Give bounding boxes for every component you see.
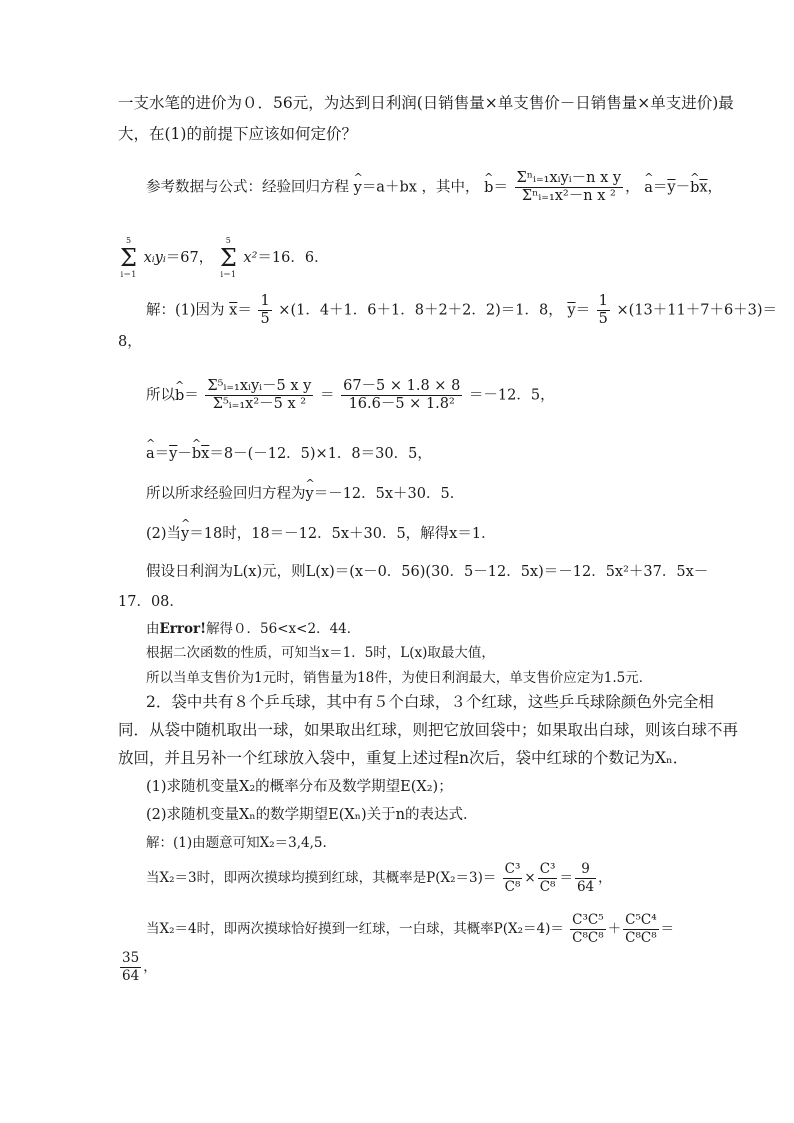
text: ＝ xyxy=(660,921,675,937)
y-bar: $\overline{y}$ xyxy=(667,179,676,196)
numerator: 1 xyxy=(598,293,608,309)
numerator: Σ⁵ᵢ₌₁xᵢyᵢ－5 x y xyxy=(207,378,312,394)
text: ＝ xyxy=(493,179,508,196)
x-bar: $\overline{x}$ xyxy=(699,179,708,196)
text-line: (1)求随机变量X₂的概率分布及数学期望E(X₂)； xyxy=(146,779,453,795)
b-hat: ^ b xyxy=(484,178,493,198)
denominator: 64 xyxy=(122,968,140,984)
fraction xyxy=(515,170,624,205)
numerator: 67－5 × 1.8 × 8 xyxy=(343,378,461,394)
denominator: 64 xyxy=(576,879,595,895)
denominator: C⁸ xyxy=(539,879,556,895)
text: － xyxy=(675,179,691,196)
a-hat: ^ a xyxy=(146,444,155,464)
text: ，其中， xyxy=(421,179,480,196)
text: ， xyxy=(598,870,612,886)
text: － xyxy=(177,446,192,462)
text: i＝1 xyxy=(220,270,237,279)
formula-line xyxy=(146,484,464,504)
x-bar: $\overline{x}$ xyxy=(229,302,238,319)
numerator: Σⁿᵢ₌₁xᵢyᵢ－n x y xyxy=(516,170,622,186)
fraction xyxy=(258,293,271,328)
text: ＝ xyxy=(319,387,335,404)
text-line: 所以当单支售价为1元时，销售量为18件，为使日利润最大，单支售价应定为1.5元． xyxy=(146,670,653,686)
formula-line xyxy=(118,236,329,280)
denominator: C⁸C⁸ xyxy=(572,930,604,946)
formula-line xyxy=(146,912,674,947)
denominator: 5 xyxy=(598,311,608,327)
text: 由 xyxy=(146,621,160,637)
text-line: 大，在(1)的前提下应该如何定价？ xyxy=(118,125,357,143)
fraction xyxy=(623,912,658,947)
text: (2)当 xyxy=(146,526,182,542)
fraction xyxy=(597,293,610,328)
denominator: C⁸ xyxy=(504,879,521,895)
numerator: 1 xyxy=(260,293,270,309)
text-line: 8， xyxy=(118,334,142,350)
sum-symbol: 5 Σ i＝1 xyxy=(120,236,137,279)
text: ＝ xyxy=(559,870,573,886)
fraction xyxy=(120,950,141,985)
text: ＝ xyxy=(237,302,252,319)
denominator: 16.6－5 × 1.8² xyxy=(341,395,462,413)
text-line: 解：(1)由题意可知X₂＝3,4,5. xyxy=(146,835,327,851)
x-bar: $\overline{x}$ xyxy=(201,446,210,462)
y-bar: $\overline{y}$ xyxy=(169,446,178,462)
formula-line xyxy=(146,378,555,413)
b-hat: ^ b xyxy=(690,178,699,198)
text: 5 xyxy=(125,236,132,245)
text: 参考数据与公式：经验回归方程 xyxy=(146,179,349,196)
formula-line xyxy=(146,293,777,328)
denominator: 5 xyxy=(260,311,270,327)
text-line: 根据二次函数的性质，可知当x＝1．5时，L(x)取最大值， xyxy=(146,645,495,661)
sum-symbol: 5 Σ i＝1 xyxy=(219,236,237,279)
fraction xyxy=(503,861,523,896)
a-hat: ^ a xyxy=(644,178,653,198)
numerator: C³ xyxy=(504,861,521,877)
text: 解：(1)因为 xyxy=(146,302,225,319)
text: ＝－12．5， xyxy=(468,387,555,404)
text: ×(1．4＋1．6＋1．8＋2＋2．2)＝1．8， xyxy=(278,302,563,319)
denominator: Σⁿᵢ₌₁x²－n x ² xyxy=(515,187,624,205)
text-line: 放回，并且另补一个红球放入袋中，重复上述过程n次后，袋中红球的个数记为Xₙ． xyxy=(118,749,689,767)
text: x² xyxy=(243,250,258,266)
y-hat: ^ y xyxy=(181,524,189,544)
b-hat: ^ b xyxy=(192,444,201,464)
text-line: 2．袋中共有８个乒乓球，其中有５个白球，３个红球，这些乒乓球除颜色外完全相 xyxy=(146,693,714,711)
text-line: 一支水笔的进价为０．56元，为达到日利润(日销售量×单支售价－日销售量×单支进价)最 xyxy=(118,94,734,112)
fraction xyxy=(538,861,558,896)
text: 所以所求经验回归方程为 xyxy=(146,486,306,502)
text-line: 假设日利润为L(x)元，则L(x)＝(x－0．56)(30．5－12．5x)＝－12．5x²＋37．5x－ xyxy=(146,564,709,580)
text-line: 同．从袋中随机取出一球，如果取出红球，则把它放回袋中；如果取出白球，则该白球不再 xyxy=(118,721,739,739)
formula-line xyxy=(146,170,722,205)
text: ＝ xyxy=(184,387,199,404)
numerator: 9 xyxy=(581,861,590,877)
text: ， xyxy=(143,959,157,975)
formula-line xyxy=(118,950,157,985)
fraction xyxy=(575,861,596,896)
text: 解得０．56<x<2．44． xyxy=(206,621,361,637)
text: ＝67， xyxy=(165,250,214,266)
text-line: 17．08． xyxy=(118,594,184,610)
fraction xyxy=(570,912,605,947)
y-bar: $\overline{y}$ xyxy=(567,302,576,319)
numerator: 35 xyxy=(122,950,140,966)
text: i＝1 xyxy=(120,270,137,279)
numerator: C⁵C⁴ xyxy=(625,912,657,928)
formula-line xyxy=(146,861,612,896)
text-line: (2)求随机变量Xₙ的数学期望E(Xₙ)关于n的表达式． xyxy=(146,807,478,823)
text: ＝8－(－12．5)×1．8＝30．5， xyxy=(209,446,432,462)
fraction xyxy=(341,378,462,413)
text: ×(13＋11＋7＋6＋3)＝ xyxy=(616,302,778,319)
text: ＝ xyxy=(154,446,170,462)
y-hat: ^ y xyxy=(354,178,362,198)
text: 所以 xyxy=(146,387,175,404)
numerator: C³C⁵ xyxy=(572,912,604,928)
text: ＝a＋bx xyxy=(361,179,417,196)
text-line xyxy=(146,619,360,639)
y-hat: ^ y xyxy=(306,484,314,504)
text: ＝18时，18＝－12．5x＋30．5，解得x＝1． xyxy=(189,526,496,542)
formula-line xyxy=(146,444,432,464)
text: ＝ xyxy=(652,179,668,196)
text: ， xyxy=(707,179,723,196)
error-marker: Error! xyxy=(159,621,207,637)
denominator: Σ⁵ᵢ₌₁x²－5 x ² xyxy=(205,395,313,413)
text: 当X₂＝4时，即两次摸球恰好摸到一红球，一白球，其概率P(X₂＝4)＝ xyxy=(146,921,564,937)
text: xᵢyᵢ xyxy=(143,250,166,266)
denominator: C⁸C⁸ xyxy=(625,930,657,946)
formula-line xyxy=(146,524,496,544)
text: ＝－12．5x＋30．5． xyxy=(313,486,465,502)
text: ＝ xyxy=(575,302,591,319)
b-hat: ^ b xyxy=(175,386,184,406)
text: ＝16．6． xyxy=(257,250,329,266)
numerator: C³ xyxy=(539,861,556,877)
text: ＋ xyxy=(607,921,622,937)
text: 5 xyxy=(225,236,231,245)
text: × xyxy=(524,870,536,886)
text: 当X₂＝3时，即两次摸球均摸到红球，其概率是P(X₂＝3)＝ xyxy=(146,870,497,886)
text: ， xyxy=(625,179,640,196)
fraction xyxy=(205,378,313,413)
